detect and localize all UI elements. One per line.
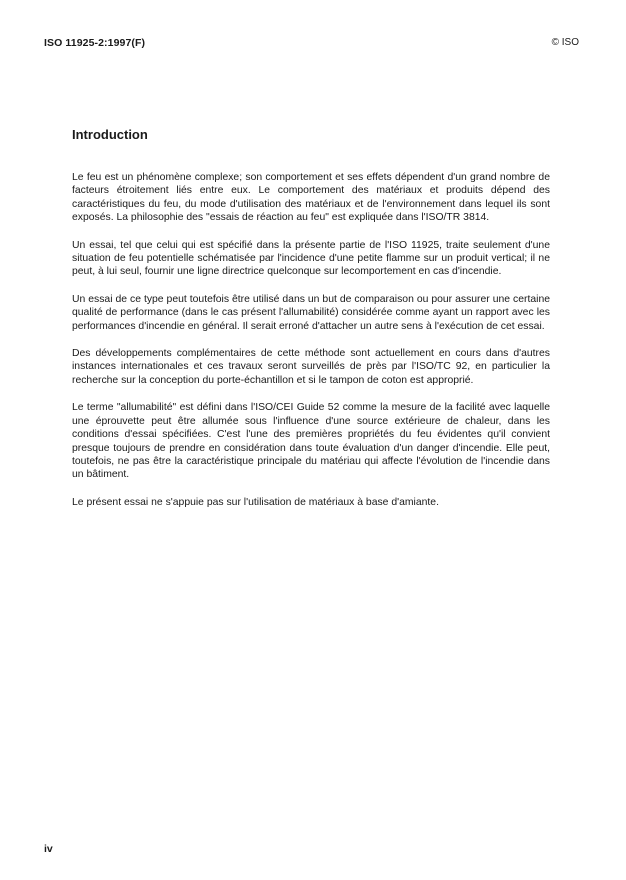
paragraph-fire-complexity: Le feu est un phénomène complexe; son comportement et ses effets dépendent d'un grand nombre de facteurs étroitement liés entre eux. Le comportement des matériaux et produits dépend des caractéristiques du feu, du mode d'utilisation des matériaux et de l'environnement dans lequel ils sont exposés. La philosophie des "essais de réaction au feu" est expliquée dans l'ISO/TR 3814. xyxy=(72,172,550,224)
paragraph-comparison-use: Un essai de ce type peut toutefois être utilisé dans un but de comparaison ou pour assurer une certaine qualité de performance (dans le cas présent l'allumabilité) considérée comme ayant un rapport avec les performances d'incendie en général. Il serait erroné d'attacher un autre sens à l'exécution de cet essai. xyxy=(72,293,550,332)
paragraph-further-developments: Des développements complémentaires de cette méthode sont actuellement en cours dans d'autres instances internationales et ces travaux seront surveillés de près par l'ISO/TC 92, en particulier la recherche sur la conception du porte-échantillon et si le tampon de coton est approprié. xyxy=(72,348,550,386)
copyright-notice: © ISO xyxy=(551,37,579,48)
paragraph-test-scope: Un essai, tel que celui qui est spécifié dans la présente partie de l'ISO 11925, traite seulement d'une situation de feu potentielle schématisée par l'incidence d'une petite flamme sur un produit vertical; il ne peut, à lui seul, fournir une ligne directrice quelconque sur lecomportement en cas d'incendie. xyxy=(72,239,550,278)
section-body xyxy=(72,171,550,523)
paragraph-ignitability-definition: Le terme "allumabilité" est défini dans l'ISO/CEI Guide 52 comme la mesure de la facilité avec laquelle une éprouvette peut être allumée sous l'influence d'une source extérieure de chaleur, dans les conditions d'essai spécifiées. C'est l'une des premières propriétés du feu évidentes qu'il convient presque toujours de prendre en considération dans toute évaluation d'un danger d'incendie. Elle peut, toutefois, ne pas être la caractéristique principale du matériau qui affecte l'évolution de l'incendie dans un bâtiment. xyxy=(72,402,550,481)
paragraph-asbestos-note: Le présent essai ne s'appuie pas sur l'utilisation de matériaux à base d'amiante. xyxy=(72,496,439,508)
standard-reference: ISO 11925-2:1997(F) xyxy=(44,37,146,49)
section-title: Introduction xyxy=(72,127,148,142)
page-number: iv xyxy=(44,843,53,855)
